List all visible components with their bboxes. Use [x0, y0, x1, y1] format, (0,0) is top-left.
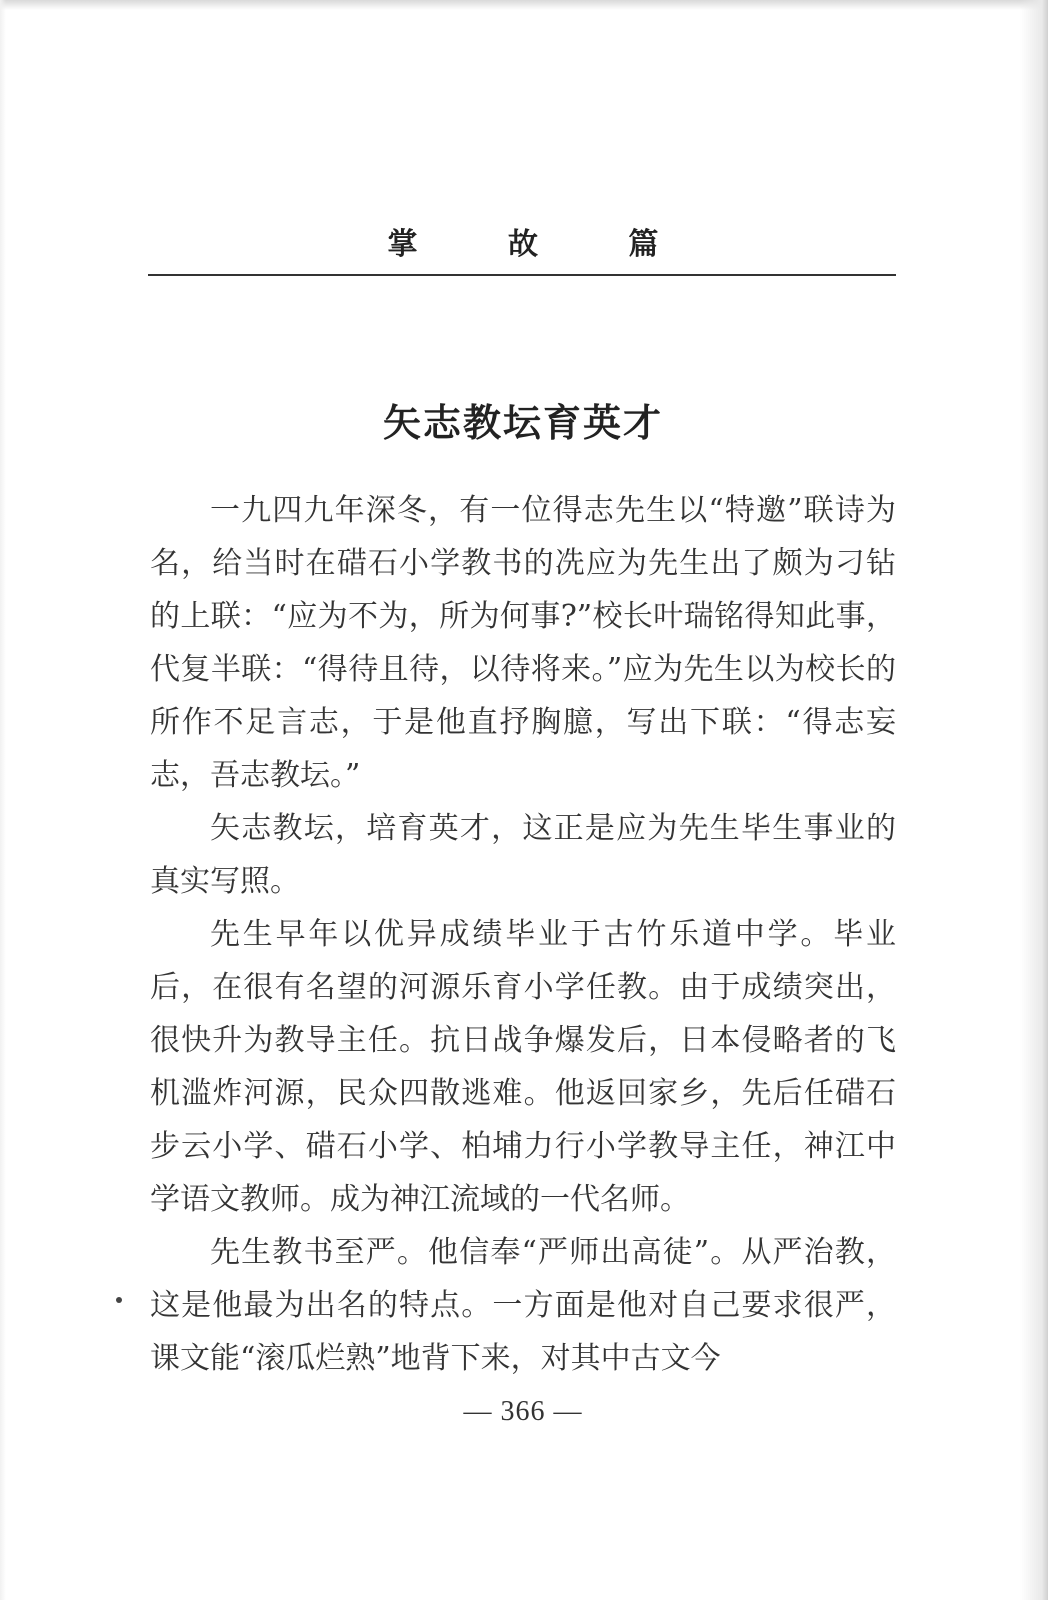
paragraph: 矢志教坛，培育英才，这正是应为先生毕生事业的真实写照。	[150, 811, 896, 899]
header-rule	[148, 274, 896, 276]
running-header: 掌 故 篇	[387, 227, 699, 262]
scan-shadow-top	[0, 0, 1048, 10]
paragraph: 先生早年以优异成绩毕业于古竹乐道中学。毕业后，在很有名望的河源乐育小学任教。由于成绩突出，很快升为教导主任。抗日战争爆发后，日本侵略者的飞机滥炸河源，民众四散逃难。他返回家乡，先后任碏石步云小学、碏石小学、柏埔力行小学教导主任，神江中学语文教师。成为神江流域的一代名师。	[150, 917, 896, 1217]
article-title: 矢志教坛育英才	[382, 401, 663, 446]
paragraph: 先生教书至严。他信奉“严师出高徒”。从严治教，这是他最为出名的特点。一方面是他对自己要求很严，课文能“滚瓜烂熟”地背下来，对其中古文今	[150, 1235, 896, 1376]
paragraph: 一九四九年深冬，有一位得志先生以“特邀”联诗为名，给当时在碏石小学教书的冼应为先生出了颇为刁钻的上联：“应为不为，所为何事?”校长叶瑞铭得知此事，代复半联：“得待且待，以待将来。”应为先生以为校长的所作不足言志，于是他直抒胸臆，写出下联：“得志妄志，吾志教坛。”	[150, 493, 896, 793]
scan-shadow-right	[1020, 0, 1048, 1600]
margin-dot-mark	[116, 1297, 122, 1303]
scan-shadow-left	[0, 0, 6, 1600]
page-number: — 366 —	[463, 1396, 583, 1427]
article-body	[150, 484, 896, 1385]
